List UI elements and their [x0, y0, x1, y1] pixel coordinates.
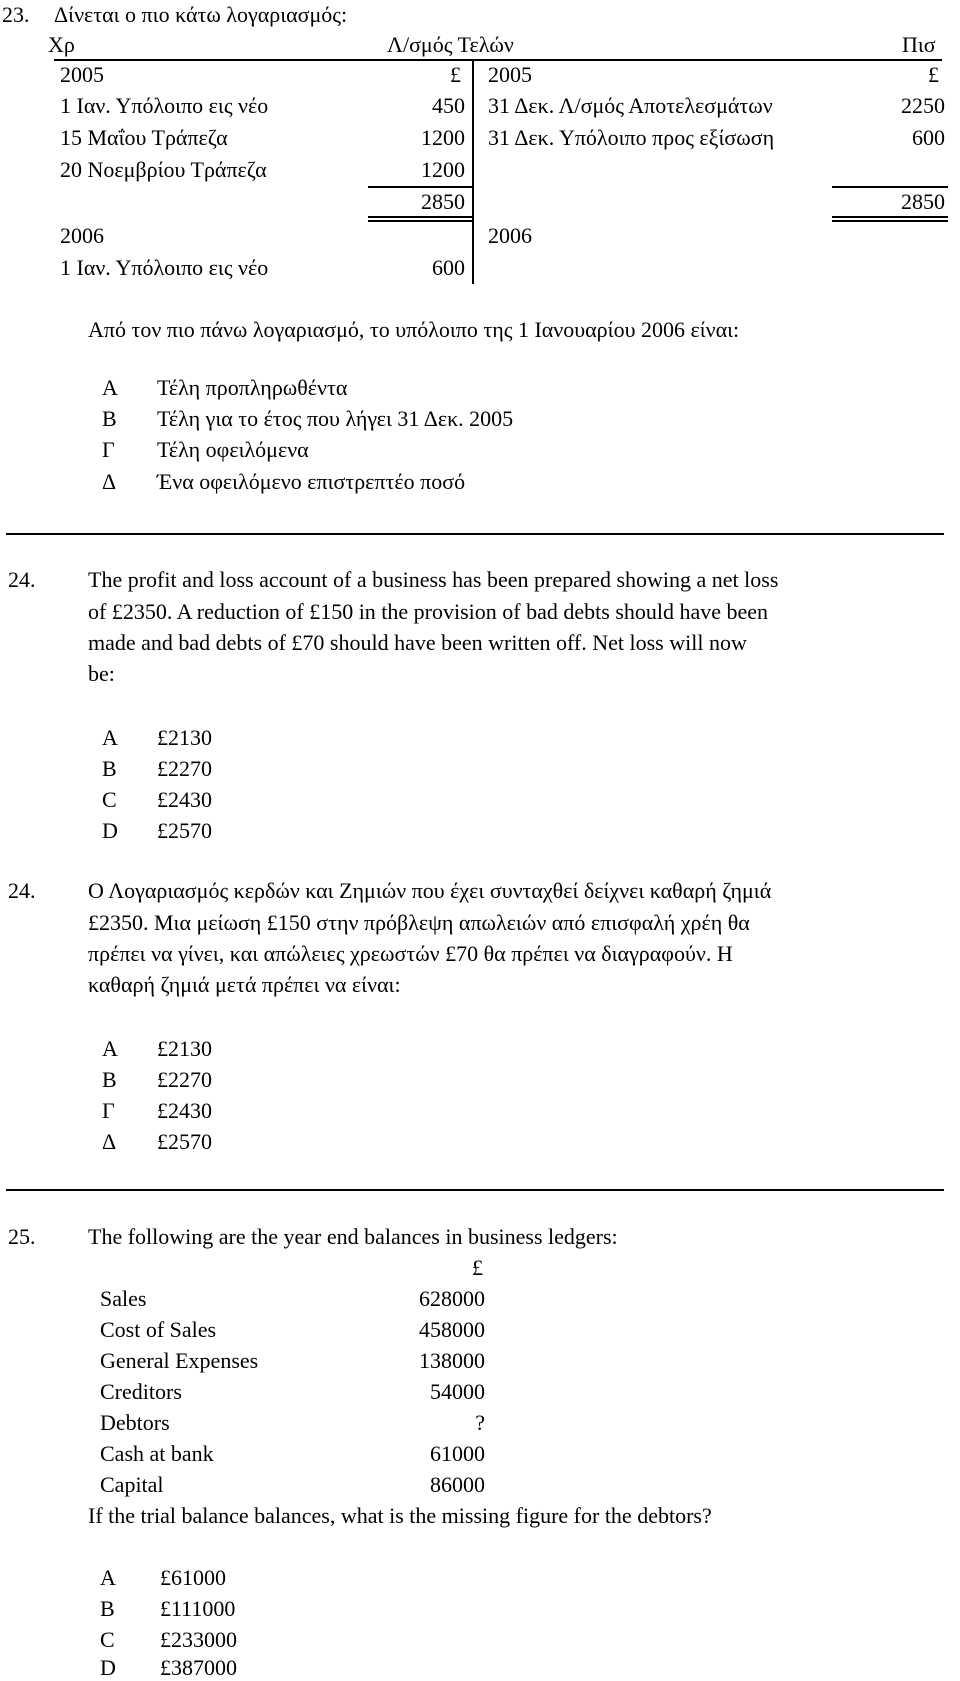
left-bf-amount: 600 — [432, 255, 465, 280]
balance-label: Debtors — [100, 1410, 170, 1435]
option-letter: D — [102, 818, 118, 843]
option-letter: B — [100, 1596, 115, 1621]
right-row-amount: 2250 — [901, 93, 945, 118]
right-year: 2006 — [488, 223, 532, 248]
balance-label: Cost of Sales — [100, 1317, 217, 1342]
option-text: £2130 — [157, 1036, 212, 1061]
option-text: £2270 — [157, 756, 212, 781]
option-letter: Γ — [102, 1098, 115, 1123]
right-double-rule — [832, 220, 948, 222]
option-text: £2430 — [157, 1098, 212, 1123]
option-text: £2570 — [157, 818, 212, 843]
balance-label: Cash at bank — [100, 1441, 214, 1466]
right-row-label: 31 Δεκ. Υπόλοιπο προς εξίσωση — [488, 125, 775, 150]
option-text: £2570 — [157, 1129, 212, 1154]
account-top-rule — [54, 59, 942, 61]
option-text: £387000 — [160, 1655, 237, 1680]
question-line: of £2350. A reduction of £150 in the provision of bad debts should have been — [88, 599, 769, 624]
option-letter: Β — [102, 406, 117, 431]
option-letter: A — [100, 1565, 116, 1590]
question-text: If the trial balance balances, what is the missing figure for the debtors? — [88, 1503, 712, 1528]
option-text: Τέλη για το έτος που λήγει 31 Δεκ. 2005 — [157, 406, 514, 431]
account-divider — [472, 59, 474, 284]
question-line: Ο Λογαριασμός κερδών και Ζημιών που έχει συνταχθεί δείχνει καθαρή ζημιά — [88, 878, 772, 903]
right-year: 2005 — [488, 62, 532, 87]
left-bf-label: 1 Ιαν. Υπόλοιπο εις νέο — [60, 255, 269, 280]
option-letter: Γ — [102, 437, 115, 462]
left-double-rule — [368, 220, 472, 222]
balance-value: 138000 — [419, 1348, 485, 1373]
right-double-rule — [832, 216, 948, 218]
balance-label: General Expenses — [100, 1348, 259, 1373]
option-letter: D — [100, 1655, 116, 1680]
option-letter: Δ — [102, 1129, 117, 1154]
section-divider — [6, 533, 944, 535]
left-year: 2005 — [60, 62, 104, 87]
left-total: 2850 — [421, 189, 465, 214]
question-stem: The following are the year end balances in business ledgers: — [88, 1224, 618, 1249]
balance-label: Creditors — [100, 1379, 182, 1404]
question-number: 25. — [8, 1224, 36, 1249]
option-text: Τέλη οφειλόμενα — [157, 437, 309, 462]
question-number: 23. — [2, 2, 30, 27]
left-row-label: 1 Ιαν. Υπόλοιπο εις νέο — [60, 93, 269, 118]
left-currency: £ — [450, 62, 461, 87]
question-text: Από τον πιο πάνω λογαριασμό, το υπόλοιπο της 1 Ιανουαρίου 2006 είναι: — [88, 317, 740, 342]
question-line: καθαρή ζημιά μετά πρέπει να είναι: — [88, 972, 401, 997]
option-letter: C — [100, 1627, 115, 1652]
option-letter: Β — [102, 1067, 117, 1092]
left-double-rule — [368, 216, 472, 218]
question-line: made and bad debts of £70 should have been written off. Net loss will now — [88, 630, 747, 655]
question-number: 24. — [8, 567, 36, 592]
section-divider — [6, 1189, 944, 1191]
left-row-amount: 450 — [432, 93, 465, 118]
option-letter: C — [102, 787, 117, 812]
right-row-label: 31 Δεκ. Λ/σμός Αποτελεσμάτων — [488, 93, 773, 118]
debit-header: Χρ — [48, 32, 75, 57]
balance-label: Capital — [100, 1472, 164, 1497]
left-row-label: 20 Νοεμβρίου Τράπεζα — [60, 157, 267, 182]
left-year: 2006 — [60, 223, 104, 248]
question-number: 24. — [8, 878, 36, 903]
option-text: £61000 — [160, 1565, 226, 1590]
right-currency: £ — [928, 62, 939, 87]
right-row-amount: 600 — [912, 125, 945, 150]
right-total-rule — [832, 186, 948, 188]
balance-value: 86000 — [430, 1472, 485, 1497]
option-letter: Α — [102, 1036, 118, 1061]
option-text: £2430 — [157, 787, 212, 812]
balance-value: 458000 — [419, 1317, 485, 1342]
balance-value: 61000 — [430, 1441, 485, 1466]
option-text: Ένα οφειλόμενο επιστρεπτέο ποσό — [157, 469, 466, 494]
option-letter: Α — [102, 375, 118, 400]
left-row-amount: 1200 — [421, 125, 465, 150]
balance-value: 54000 — [430, 1379, 485, 1404]
question-line: £2350. Μια μείωση £150 στην πρόβλεψη απωλειών από επισφαλή χρέη θα — [88, 910, 750, 935]
question-line: be: — [88, 661, 115, 686]
right-total: 2850 — [901, 189, 945, 214]
balance-value: 628000 — [419, 1286, 485, 1311]
question-line: The profit and loss account of a business has been prepared showing a net loss — [88, 567, 779, 592]
left-row-label: 15 Μαΐου Τράπεζα — [60, 125, 228, 150]
option-letter: Δ — [102, 469, 117, 494]
option-text: Τέλη προπληρωθέντα — [157, 375, 348, 400]
question-stem: Δίνεται ο πιο κάτω λογαριασμός: — [54, 2, 348, 27]
option-letter: A — [102, 725, 118, 750]
question-line: πρέπει να γίνει, και απώλειες χρεωστών £70 θα πρέπει να διαγραφούν. Η — [88, 941, 733, 966]
balance-value: ? — [475, 1410, 485, 1435]
option-text: £233000 — [160, 1627, 237, 1652]
currency-header: £ — [472, 1255, 483, 1280]
balance-label: Sales — [100, 1286, 147, 1311]
option-letter: B — [102, 756, 117, 781]
left-total-rule — [368, 186, 472, 188]
option-text: £2130 — [157, 725, 212, 750]
credit-header: Πισ — [902, 32, 936, 57]
account-title: Λ/σμός Τελών — [387, 32, 514, 57]
left-row-amount: 1200 — [421, 157, 465, 182]
option-text: £111000 — [160, 1596, 236, 1621]
option-text: £2270 — [157, 1067, 212, 1092]
